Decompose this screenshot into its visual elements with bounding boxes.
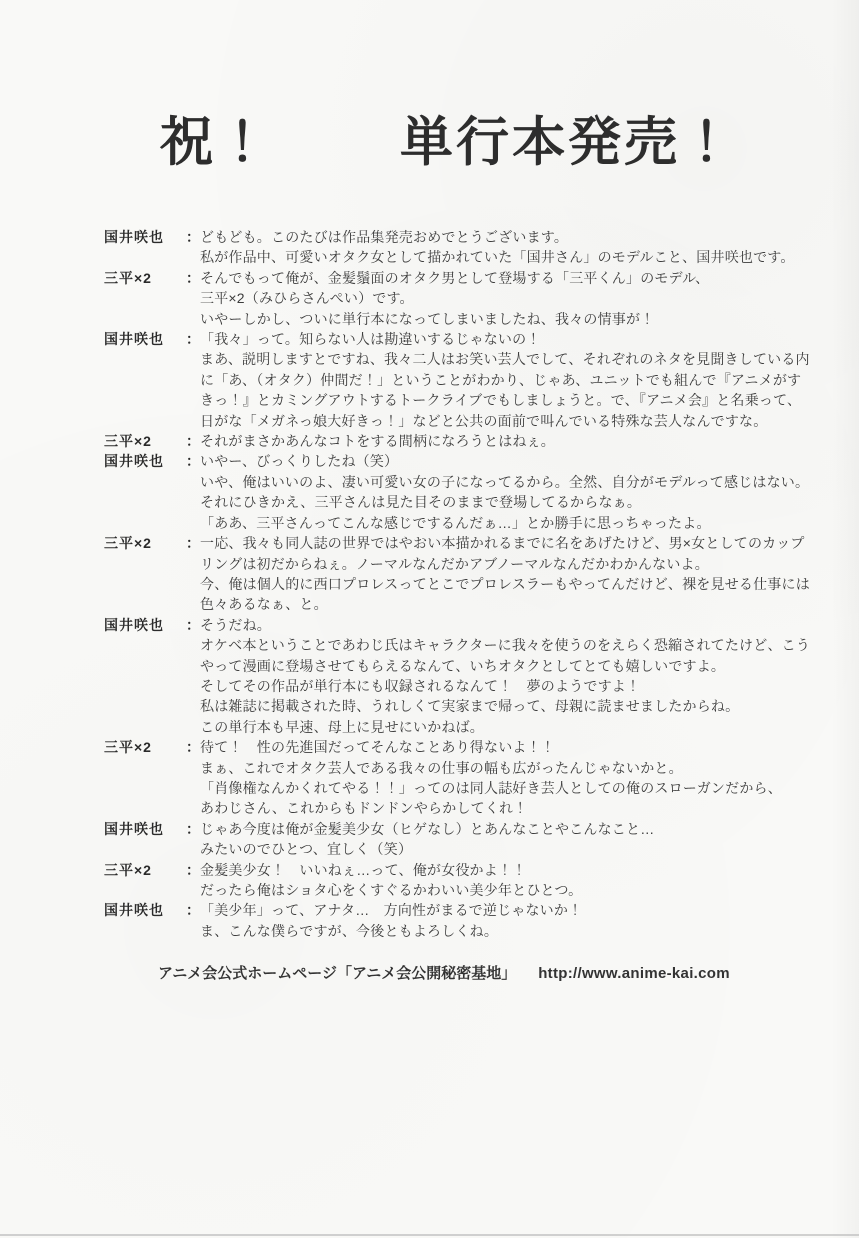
dialogue-lines xyxy=(200,268,804,329)
speaker-colon: ： xyxy=(186,453,200,470)
dialogue-line: いやー、びっくりしたね（笑） xyxy=(200,453,399,470)
dialogue-block xyxy=(104,431,804,451)
speaker-colon: ： xyxy=(186,902,200,919)
dialogue-section xyxy=(104,227,811,941)
dialogue-line: やって漫画に登場させてもらえるなんて、いちオタクとしてとても嬉しいですよ。 xyxy=(200,657,726,674)
footer xyxy=(158,962,730,983)
dialogue-lines xyxy=(200,900,804,941)
dialogue-line: 今、俺は個人的に西口プロレスってとこでプロレスラーもやってんだけど、裸を見せる仕事には xyxy=(200,575,810,592)
dialogue-block xyxy=(104,329,810,431)
dialogue-line: 私は雑誌に掲載された時、うれしくて実家まで帰って、母親に読ませましたからね。 xyxy=(200,698,740,715)
dialogue-block xyxy=(104,737,804,819)
page-title-release: 単行本発売！ xyxy=(400,114,736,172)
dialogue-block xyxy=(104,268,804,329)
dialogue-line: それがまさかあんなコトをする間柄になろうとはねぇ。 xyxy=(200,433,555,450)
dialogue-line: 三平×2（みひらさんぺい）です。 xyxy=(200,290,414,307)
speaker-colon: ： xyxy=(186,229,200,245)
scan-shade-right xyxy=(831,0,859,1238)
speaker-colon: ： xyxy=(186,331,200,348)
dialogue-line: だったら俺はショタ心をくすぐるかわいい美少年とひとつ。 xyxy=(200,882,583,898)
dialogue-block xyxy=(104,227,804,268)
dialogue-line: 一応、我々も同人誌の世界ではやおい本描かれるまでに名をあげたけど、男×女としてのカップ xyxy=(200,535,805,552)
speaker-name: 国井咲也 xyxy=(104,453,164,470)
dialogue-lines xyxy=(200,431,804,451)
dialogue-line: 「肖像権なんかくれてやる！！」ってのは同人誌好き芸人としての俺のスローガンだから、 xyxy=(200,779,782,796)
dialogue-lines xyxy=(200,329,810,431)
speaker-name: 国井咲也 xyxy=(104,820,164,837)
dialogue-line: 色々あるなぁ、と。 xyxy=(200,596,328,613)
dialogue-line: ま、こんな僕らですが、今後ともよろしくね。 xyxy=(200,922,499,939)
speaker-colon: ： xyxy=(186,820,200,837)
dialogue-line: そんでもって俺が、金髪鬚面のオタク男として登場する「三平くん」のモデル、 xyxy=(200,269,710,286)
dialogue-line: みたいのでひとつ、宜しく（笑） xyxy=(200,841,413,858)
dialogue-line: 「ああ、三平さんってこんな感じでするんだぁ…」とか勝手に思っちゃったよ。 xyxy=(200,514,711,531)
speaker-colon: ： xyxy=(186,861,200,878)
dialogue-line: 日がな「メガネっ娘大好きっ！」などと公共の面前で叫んでいる特殊な芸人なんですな。 xyxy=(200,412,768,429)
speaker-colon: ： xyxy=(186,616,200,633)
page-title xyxy=(160,112,736,176)
dialogue-lines xyxy=(200,533,810,615)
dialogue-lines xyxy=(200,737,804,819)
dialogue-line: 金髪美少女！ いいねぇ…って、俺が女役かよ！！ xyxy=(200,861,527,878)
dialogue-line: オケベ本ということであわじ氏はキャラクターに我々を使うのをえらく恐縮されてたけど、こう xyxy=(200,637,811,654)
dialogue-lines xyxy=(200,615,811,737)
speaker-colon: ： xyxy=(186,535,200,552)
speaker-name: 三平×2 xyxy=(104,433,152,450)
dialogue-line: どもども。このたびは作品集発売おめでとうございます。 xyxy=(200,229,569,245)
speaker-colon: ： xyxy=(186,433,200,450)
dialogue-line: まぁ、これでオタク芸人である我々の仕事の幅も広がったんじゃないかと。 xyxy=(200,759,683,776)
dialogue-lines xyxy=(200,860,804,901)
dialogue-block xyxy=(104,615,811,737)
dialogue-line: この単行本も早速、母上に見せにいかねば。 xyxy=(200,718,484,735)
dialogue-line: そしてその作品が単行本にも収録されるなんて！ 夢のようですよ！ xyxy=(200,677,641,694)
dialogue-block xyxy=(104,533,810,615)
dialogue-line: そうだね。 xyxy=(200,616,271,633)
dialogue-line: いや、俺はいいのよ、凄い可愛い女の子になってるから。全然、自分がモデルって感じはない。 xyxy=(200,473,810,490)
dialogue-block xyxy=(104,819,804,860)
dialogue-block xyxy=(104,900,804,941)
dialogue-line: じゃあ今度は俺が金髪美少女（ヒゲなし）とあんなことやこんなこと… xyxy=(200,820,655,837)
page-title-congrats: 祝！ xyxy=(160,114,272,172)
dialogue-line: 「我々」って。知らない人は勘違いするじゃないの！ xyxy=(200,331,541,348)
dialogue-line: それにひきかえ、三平さんは見た目そのままで登場してるからなぁ。 xyxy=(200,494,642,511)
dialogue-lines xyxy=(200,451,810,533)
footer-site-label: アニメ会公式ホームページ「アニメ会公開秘密基地」 xyxy=(158,965,517,982)
speaker-name: 国井咲也 xyxy=(104,229,164,245)
footer-url: http://www.anime-kai.com xyxy=(538,965,730,982)
dialogue-line: 「美少年」って、アナタ… 方向性がまるで逆じゃないか！ xyxy=(200,902,583,919)
dialogue-line: リングは初だからねぇ。ノーマルなんだかアブノーマルなんだかわかんないよ。 xyxy=(200,555,709,572)
dialogue-line: 私が作品中、可愛いオタク女として描かれていた「国井さん」のモデルこと、国井咲也です。 xyxy=(200,249,795,266)
dialogue-lines xyxy=(200,819,804,860)
dialogue-lines xyxy=(200,227,804,268)
speaker-name: 国井咲也 xyxy=(104,902,164,919)
dialogue-block xyxy=(104,451,810,533)
dialogue-line: まあ、説明しますとですね、我々二人はお笑い芸人でして、それぞれのネタを見聞きしている内 xyxy=(200,351,810,368)
dialogue-block xyxy=(104,860,804,901)
speaker-name: 国井咲也 xyxy=(104,331,164,348)
dialogue-line: あわじさん、これからもドンドンやらかしてくれ！ xyxy=(200,800,528,817)
dialogue-line: 待て！ 性の先進国だってそんなことあり得ないよ！！ xyxy=(200,739,555,756)
speaker-name: 三平×2 xyxy=(104,535,152,552)
speaker-name: 三平×2 xyxy=(104,739,152,756)
dialogue-line: いやーしかし、ついに単行本になってしまいましたね、我々の情事が！ xyxy=(200,310,655,327)
speaker-colon: ： xyxy=(186,739,200,756)
dialogue-line: に「あ、（オタク）仲間だ！」ということがわかり、じゃあ、ユニットでも組んで『アニメがす xyxy=(200,371,802,388)
speaker-colon: ： xyxy=(186,269,200,286)
speaker-name: 国井咲也 xyxy=(104,616,164,633)
scan-edge-bottom xyxy=(0,1234,859,1236)
speaker-name: 三平×2 xyxy=(104,861,152,878)
dialogue-line: きっ！』とカミングアウトするトークライブでもしましょうと。で、『アニメ会』と名乗って、 xyxy=(200,392,802,409)
speaker-name: 三平×2 xyxy=(104,269,152,286)
